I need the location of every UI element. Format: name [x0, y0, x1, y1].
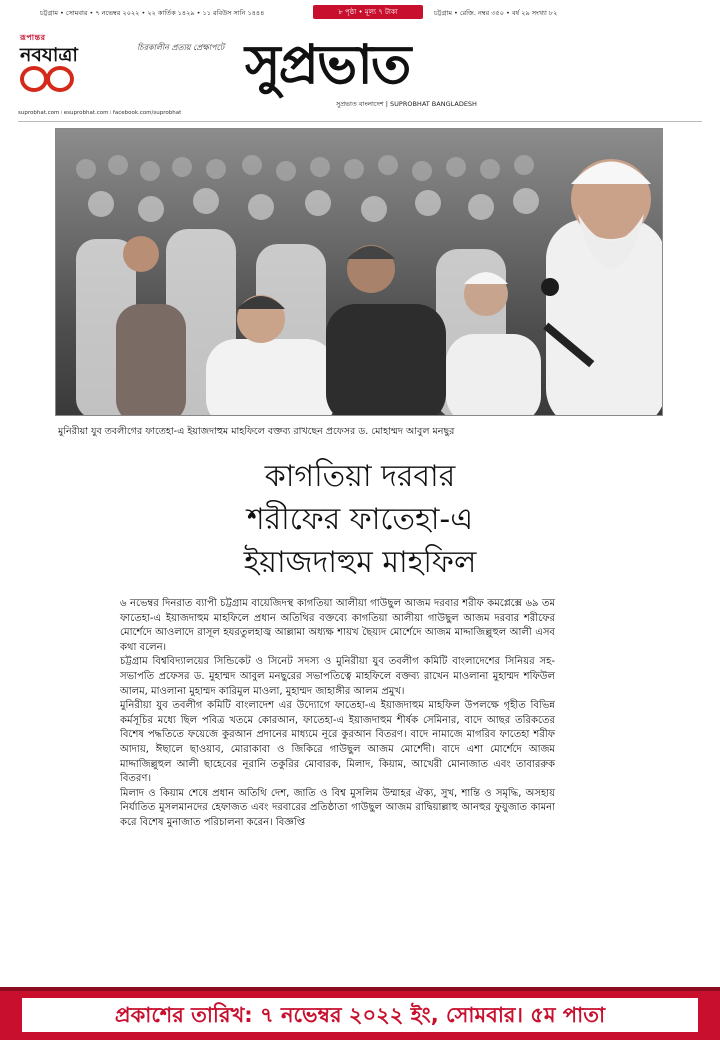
page-price-badge: ৮ পৃষ্ঠা • মূল্য ৭ টাকা [313, 5, 423, 19]
headline-line: ইয়াজদাহুম মাহফিল [243, 545, 477, 580]
logo-31-mark [20, 66, 80, 94]
date-strip [0, 0, 720, 22]
article-paragraph: মিলাদ ও কিয়াম শেষে প্রধান অতিথি দেশ, জাতি ও বিশ্ব মুসলিম উম্মাহর ঐক্য, সুখ, শান্তি ও সমৃদ্ধি, অসহায় নির্যাতিত মুসলমানদের হেফাজত এবং দরবারের প্রতিষ্ঠাতা গাউছুল আজম রাদ্বিয়াল্লাহু আনহুর ফুয়ুজাত কামনা করে বিশেষ মুনাজাত পরিচালনা করেন। বিজ্ঞপ্তি [120, 787, 555, 828]
nabajatra-logo [20, 32, 120, 107]
newspaper-title: সুপ্রভাত [245, 32, 410, 96]
article-paragraph: ৬ নভেম্বর দিনরাত ব্যাপী চট্টগ্রাম বায়েজিদস্থ কাগতিয়া আলীয়া গাউছুল আজম দরবার শরীফ কমপ্লেক্সে ৬৯ তম ফাতেহা-এ ইয়াজদাহুম মাহফিলে প্রধান অতিথির বক্তব্যে কাগতিয়া আলীয়া গাউছুল আজম দরবার শরীফের মোর্শেদে আওলাদে রাসূল হযরতুলহাজ্ব আল্লামা অধ্যক্ষ শায়খ ছৈয়্যদ মোর্শেদে আজম মাদ্দাজিল্লুহুল আলী এসব কথা বলেন। [120, 598, 555, 653]
headline-line: কাগতিয়া দরবার [264, 459, 456, 494]
article-paragraph: চট্টগ্রাম বিশ্ববিদ্যালয়ের সিন্ডিকেট ও সিনেট সদস্য ও মুনিরীয়া যুব তবলীগ কমিটি বাংলাদেশের সিনিয়র সহ-সভাপতি প্রফেসর ড. মুহাম্মদ আবুল মনছুরের সভাপতিত্বে মাহফিলে বক্তব্য রাখেন মাওলানা মুহাম্মদ শফিউল আলম, মাওলানা মুহাম্মদ কারিমুল মাওলা, মুহাম্মদ জাহাঙ্গীর আলম প্রমুখ। [120, 656, 555, 697]
logo-kicker: রূপান্তর [20, 33, 46, 42]
gathering-photo [55, 128, 663, 416]
masthead-divider [18, 121, 702, 122]
newspaper-subtitle: সুপ্রভাত বাংলাদেশ | SUPROBHAT BANGLADESH [336, 100, 477, 108]
logo-brand: নবযাত্রা [20, 44, 78, 66]
article-paragraph: মুনিরীয়া যুব তবলীগ কমিটি বাংলাদেশ এর উদ্যোগে ফাতেহা-এ ইয়াজদাহুম মাহফিল উপলক্ষে গৃহীত বিভিন্ন কর্মসূচির মধ্যে ছিল পবিত্র খতমে কোরআন, ফাতেহা-এ ইয়াজদাহুম শীর্ষক সেমিনার, বাদে আছর তরিকতের বিশেষ পদ্ধতিতে ফয়েজে কুরআন প্রদানের মাধ্যমে নূরে কুরআন বিতরণ। বাদে নামাজে মাগরিব ফাতেহা শরীফ আদায়, ঈছালে ছাওয়াব, মোরাকাবা ও জিকিরে গাউছুল আজম মোর্শেদী। বাদে এশা মোর্শেদে আজম মাদ্দাজিল্লুহুল আলী ছাহেবের নূরানি তকুরির মোবারক, মিলাদ, কিয়াম, আখেরী মোনাজাত এবং তাবাররুক বিতরণ। [120, 700, 555, 785]
crowd-illustration [56, 129, 663, 416]
publication-date-text: প্রকাশের তারিখ: ৭ নভেম্বর ২০২২ ইং, সোমবার। ৫ম পাতা [22, 998, 698, 1032]
registration-info: চট্টগ্রাম • রেজি. নম্বর ৩৫০ • বর্ষ ২৯ সংখ্যা ৮২ [434, 9, 558, 17]
publication-date-banner [0, 987, 720, 1040]
headline-line: শরীফের ফাতেহা-এ [246, 502, 474, 537]
issue-date-info: চট্টগ্রাম • সোমবার • ৭ নভেম্বর ২০২২ • ২২ কার্তিক ১৪২৯ • ১১ রবিউস সানি ১৪৪৪ [40, 9, 265, 17]
masthead-tagline: চিরকালীন প্রত্যয় প্রেক্ষাপটে [137, 43, 225, 52]
masthead-links: suprobhat.com ৷ esuprobhat.com ৷ facebook.com/suprobhat [18, 110, 182, 116]
photo-caption: মুনিরীয়া যুব তবলীগের ফাতেহা-এ ইয়াজদাহুম মাহফিলে বক্তব্য রাখছেন প্রফেসর ড. মোহাম্মদ আবুল মনছুর [58, 426, 455, 437]
article-body [120, 597, 555, 831]
article-headline [180, 455, 540, 584]
